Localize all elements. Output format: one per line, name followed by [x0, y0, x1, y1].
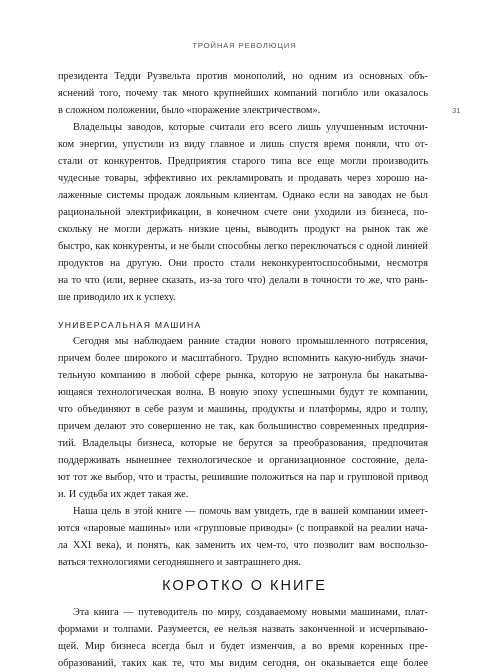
- text-line: образований, таких как те, что мы видим сегодня, он оказывается еще более: [58, 658, 428, 669]
- text-line: тельную компанию в любой сфере рынка, которую не затронула бы накатыва-: [58, 370, 428, 381]
- text-line: ются «паровые машины» или «групповые приводы» (с поправкой на реалии нача-: [58, 523, 428, 534]
- text-line: ком энергии, упустили из виду главное и лишь спустя время поняли, что от-: [58, 139, 428, 150]
- text-line: скольку не могли держать низкие цены, выводить продукт на рынок так же: [58, 224, 428, 235]
- text-line: ла XXI века), и понять, как заменить их чем-то, что позволит вам воспользо-: [58, 540, 428, 551]
- text-line: ют тот же выбор, что и трасты, решившие положиться на пар и групповой привод: [58, 472, 428, 483]
- text-line: яснений того, почему так много крупнейших компаний погибло или оказалось: [58, 88, 428, 99]
- text-line: ющаяся технологическая волна. В новую эпоху успешными будут те компании,: [58, 387, 428, 398]
- text-line: тий. Владельцы бизнеса, которые не берутся за преобразования, предпочитая: [58, 438, 428, 449]
- text-line: рациональной электрификации, в конечном счете они уходили из бизнеса, по-: [58, 207, 428, 218]
- text-line: формами и толпами. Разумеется, ее нельзя назвать законченной и исчерпываю-: [58, 624, 428, 635]
- text-line: причем делают это совершенно не так, как большинство современных предприя-: [58, 421, 428, 432]
- text-line: Владельцы заводов, которые считали его всего лишь улучшенным источни-: [73, 122, 428, 133]
- section-heading: УНИВЕРСАЛЬНАЯ МАШИНА: [58, 320, 202, 330]
- text-line: что объединяют в себе разум и машины, продукты и платформы, ядро и толпу,: [58, 404, 428, 415]
- text-line: стали от конкурентов. Предприятия старого типа все еще могли производить: [58, 156, 428, 167]
- text-line: лаженные системы продаж лояльным клиентам. Однако если на заводах не был: [58, 190, 428, 201]
- text-line: ваться технологиями сегодняшнего и завтрашнего дня.: [58, 557, 301, 568]
- text-line: на то что (или, вернее сказать, из-за того что) делали в точности то же, что рань-: [58, 275, 428, 286]
- page-number: 31: [452, 106, 461, 115]
- text-line: поддерживать нынешнее технологическое и организационное состояние, дела-: [58, 455, 428, 466]
- text-line: чудесные товары, эффективно их рекламировать и продавать через хорошо на-: [58, 173, 428, 184]
- text-line: Сегодня мы наблюдаем ранние стадии нового промышленного потрясения,: [73, 336, 428, 347]
- running-head: ТРОЙНАЯ РЕВОЛЮЦИЯ: [192, 41, 297, 50]
- text-line: в сложном положении, было «поражение электричеством».: [58, 105, 321, 116]
- text-line: продуктов на другую. Они просто стали неконкурентоспособными, несмотря: [58, 258, 428, 269]
- text-line: и. И судьба их ждет такая же.: [58, 489, 189, 500]
- text-line: причем более широкого и масштабного. Трудно вспомнить какую-нибудь значи-: [58, 353, 428, 364]
- text-line: президента Тедди Рузвельта против монополий, но одним из основных объ-: [58, 71, 428, 82]
- text-line: Наша цель в этой книге — помочь вам увидеть, где в вашей компании имеет-: [73, 506, 428, 517]
- text-line: щей. Мир бизнеса всегда был и будет изменчив, а во время коренных пре-: [58, 641, 428, 652]
- text-line: Эта книга — путеводитель по миру, создаваемому новыми машинами, плат-: [73, 607, 428, 618]
- text-line: ше приводило их к успеху.: [58, 292, 176, 303]
- chapter-title: КОРОТКО О КНИГЕ: [162, 578, 327, 594]
- text-line: быстро, как конкуренты, и не были способны легко переключаться с одной линией: [58, 241, 428, 252]
